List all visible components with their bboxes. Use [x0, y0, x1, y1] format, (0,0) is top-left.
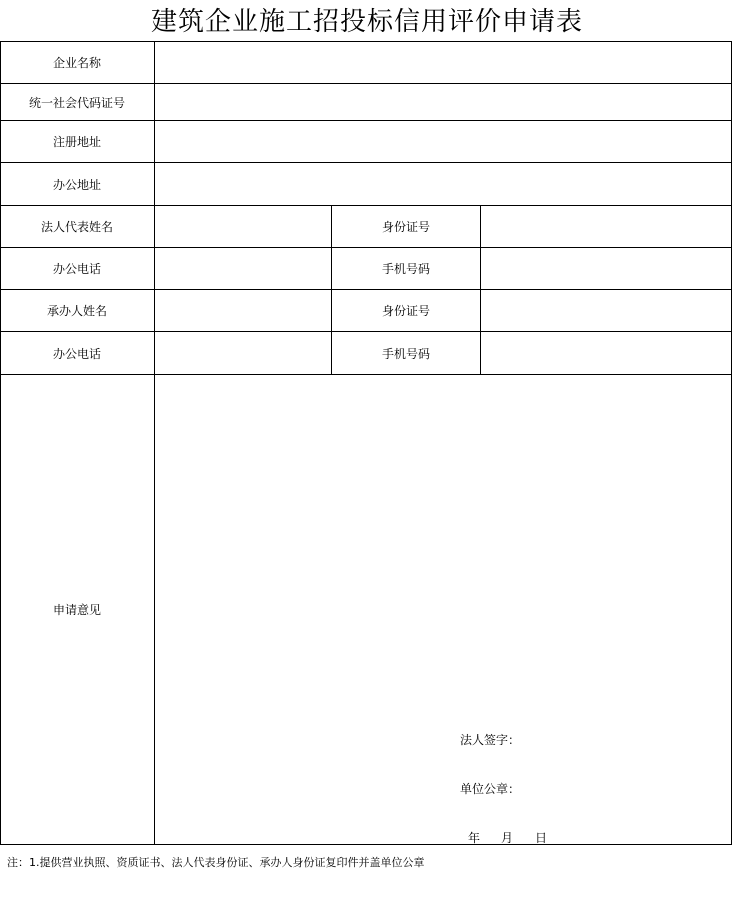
registered-address-label: 注册地址: [52, 135, 101, 149]
legal-rep-office-phone-field[interactable]: [155, 248, 331, 289]
form-title: 建筑企业施工招投标信用评价申请表: [150, 7, 583, 37]
legal-rep-mobile-label: 手机号码: [381, 262, 430, 276]
handler-office-phone-label: 办公电话: [52, 346, 101, 361]
credit-code-label: 统一社会代码证号: [28, 95, 125, 110]
company-name-field[interactable]: [155, 42, 731, 83]
handler-office-phone-field[interactable]: [155, 332, 331, 374]
credit-code-field[interactable]: [155, 84, 731, 120]
legal-rep-name-label: 法人代表姓名: [40, 220, 113, 234]
table-border-right: [731, 41, 732, 845]
date-month-label: 月: [501, 831, 514, 845]
legal-rep-mobile-field[interactable]: [481, 248, 731, 289]
date-day-label: 日: [535, 831, 548, 845]
office-address-field[interactable]: [155, 163, 731, 205]
handler-id-field[interactable]: [481, 290, 731, 331]
company-name-label: 企业名称: [52, 56, 101, 70]
application-form: [0, 41, 732, 845]
handler-name-field[interactable]: [155, 290, 331, 331]
footnote: 注：1.提供营业执照、资质证书、法人代表身份证、承办人身份证复印件并盖单位公章: [7, 856, 425, 869]
legal-signature-label: 法人签字：: [460, 733, 521, 747]
opinion-label: 申请意见: [52, 603, 101, 617]
unit-seal-label: 单位公章：: [460, 782, 521, 796]
registered-address-field[interactable]: [155, 121, 731, 162]
handler-mobile-label: 手机号码: [381, 346, 430, 361]
handler-mobile-field[interactable]: [481, 332, 731, 374]
legal-rep-id-field[interactable]: [481, 206, 731, 247]
legal-rep-office-phone-label: 办公电话: [52, 262, 101, 276]
handler-name-label: 承办人姓名: [46, 304, 107, 318]
legal-rep-name-field[interactable]: [155, 206, 331, 247]
office-address-label: 办公地址: [52, 177, 101, 192]
legal-rep-id-label: 身份证号: [381, 220, 430, 234]
opinion-field[interactable]: [155, 375, 731, 844]
date-year-label: 年: [468, 831, 481, 845]
table-border-bottom: [0, 844, 732, 845]
handler-id-label: 身份证号: [381, 304, 430, 318]
